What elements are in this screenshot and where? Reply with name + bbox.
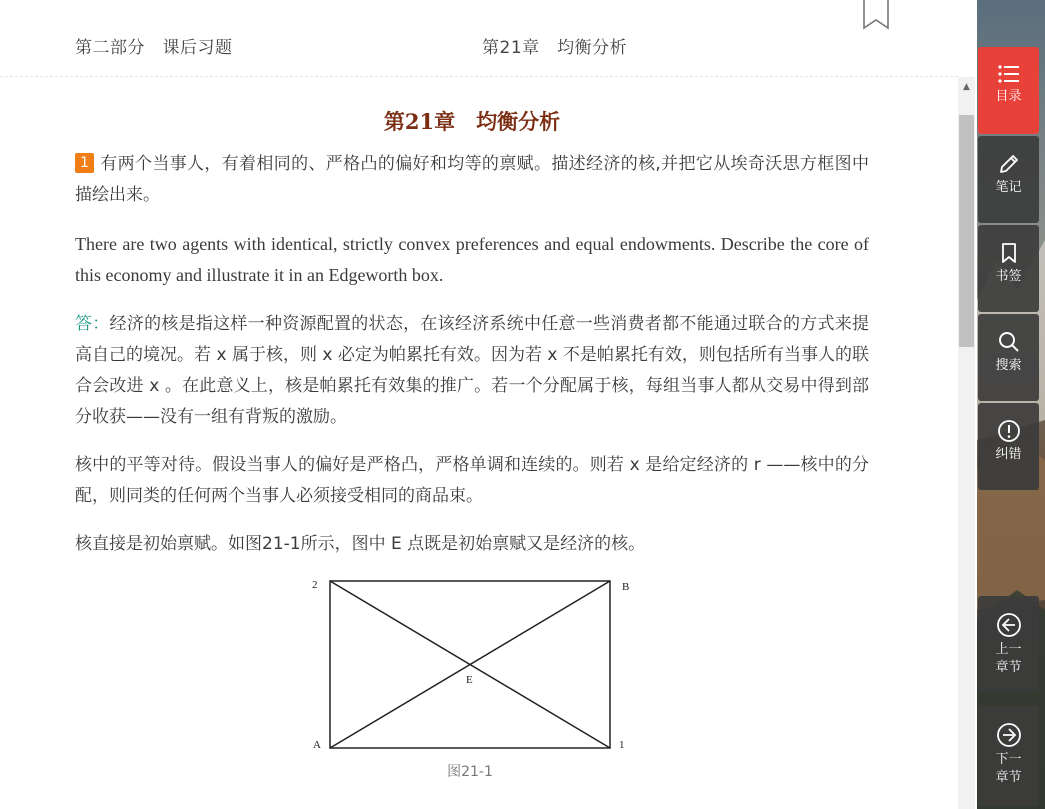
next-chapter-label-1: 下一 [995, 752, 1022, 767]
search-label: 搜索 [995, 358, 1022, 373]
content-column [75, 77, 869, 560]
answer-paragraph [75, 309, 869, 433]
question-paragraph [75, 149, 869, 211]
equal-treatment-paragraph: 核中的平等对待。假设当事人的偏好是严格凸，严格单调和连续的。则若 x 是给定经济的 r ——核中的分配，则同类的任何两个当事人必须接受相同的商品束。 [75, 455, 869, 506]
prev-chapter-button[interactable] [978, 596, 1039, 692]
alert-icon [997, 419, 1021, 443]
reading-content [0, 77, 958, 809]
english-question: There are two agents with identical, strictly convex preferences and equal endowments. Describe the core of this economy and illustrate it in an Edgeworth box. [75, 234, 869, 285]
part-title: 第二部分 课后习题 [75, 38, 233, 58]
prev-chapter-label-1: 上一 [995, 642, 1022, 657]
figure-caption: 图21-1 [447, 764, 493, 780]
corner-label-a: A [313, 739, 321, 751]
endowment-point-label-e: E [466, 674, 473, 686]
report-error-label: 纠错 [995, 447, 1022, 462]
origin-label-2: 2 [312, 579, 318, 591]
right-sidebar [977, 0, 1045, 809]
toc-label: 目录 [995, 89, 1022, 104]
scroll-thumb[interactable] [959, 115, 974, 347]
question-text: 有两个当事人，有着相同的、严格凸的偏好和均等的禀赋。描述经济的核,并把它从埃奇沃思方框图中描绘出来。 [75, 154, 869, 205]
pencil-icon [997, 152, 1021, 176]
arrow-right-circle-icon [996, 722, 1022, 748]
answer-label: 答： [75, 314, 110, 334]
bookmark-button[interactable] [978, 225, 1039, 312]
corner-label-b: B [622, 581, 630, 593]
bookmark-icon [997, 241, 1021, 265]
notes-label: 笔记 [995, 180, 1022, 195]
question-number-badge: 1 [75, 153, 94, 173]
bookmark-flag-icon[interactable] [862, 0, 890, 30]
scroll-up-arrow-icon[interactable]: ▲ [963, 82, 970, 92]
notes-button[interactable] [978, 136, 1039, 223]
bookmark-label: 书签 [995, 269, 1022, 284]
next-chapter-button[interactable] [978, 706, 1039, 806]
report-error-button[interactable] [978, 403, 1039, 490]
chapter-title: 第21章 均衡分析 [383, 109, 561, 134]
answer-text: 经济的核是指这样一种资源配置的状态，在该经济系统中任意一些消费者都不能通过联合的方式来提高自己的境况。若 x 属于核，则 x 必定为帕累托有效。因为若 x 不是帕累托有效，则包括所有当事人的联合会改进 x 。在此意义上，核是帕累托有效集的推广。若一个分配属于核，每组当事人都从交易中得到部分收获——没有一组有背叛的激励。 [75, 314, 870, 427]
core-endowment-paragraph: 核直接是初始禀赋。如图21-1所示，图中 E 点既是初始禀赋又是经济的核。 [75, 534, 646, 554]
vertical-scrollbar[interactable] [958, 77, 975, 809]
arrow-left-circle-icon [996, 612, 1022, 638]
search-icon [997, 330, 1021, 354]
list-icon [997, 63, 1021, 85]
search-button[interactable] [978, 314, 1039, 401]
next-chapter-label-2: 章节 [995, 770, 1022, 785]
toc-button[interactable] [978, 47, 1039, 134]
origin-label-1: 1 [619, 739, 625, 751]
reader-header [0, 0, 958, 77]
prev-chapter-label-2: 章节 [995, 660, 1022, 675]
chapter-header-title: 第21章 均衡分析 [482, 38, 628, 58]
edgeworth-box-figure [300, 574, 640, 784]
